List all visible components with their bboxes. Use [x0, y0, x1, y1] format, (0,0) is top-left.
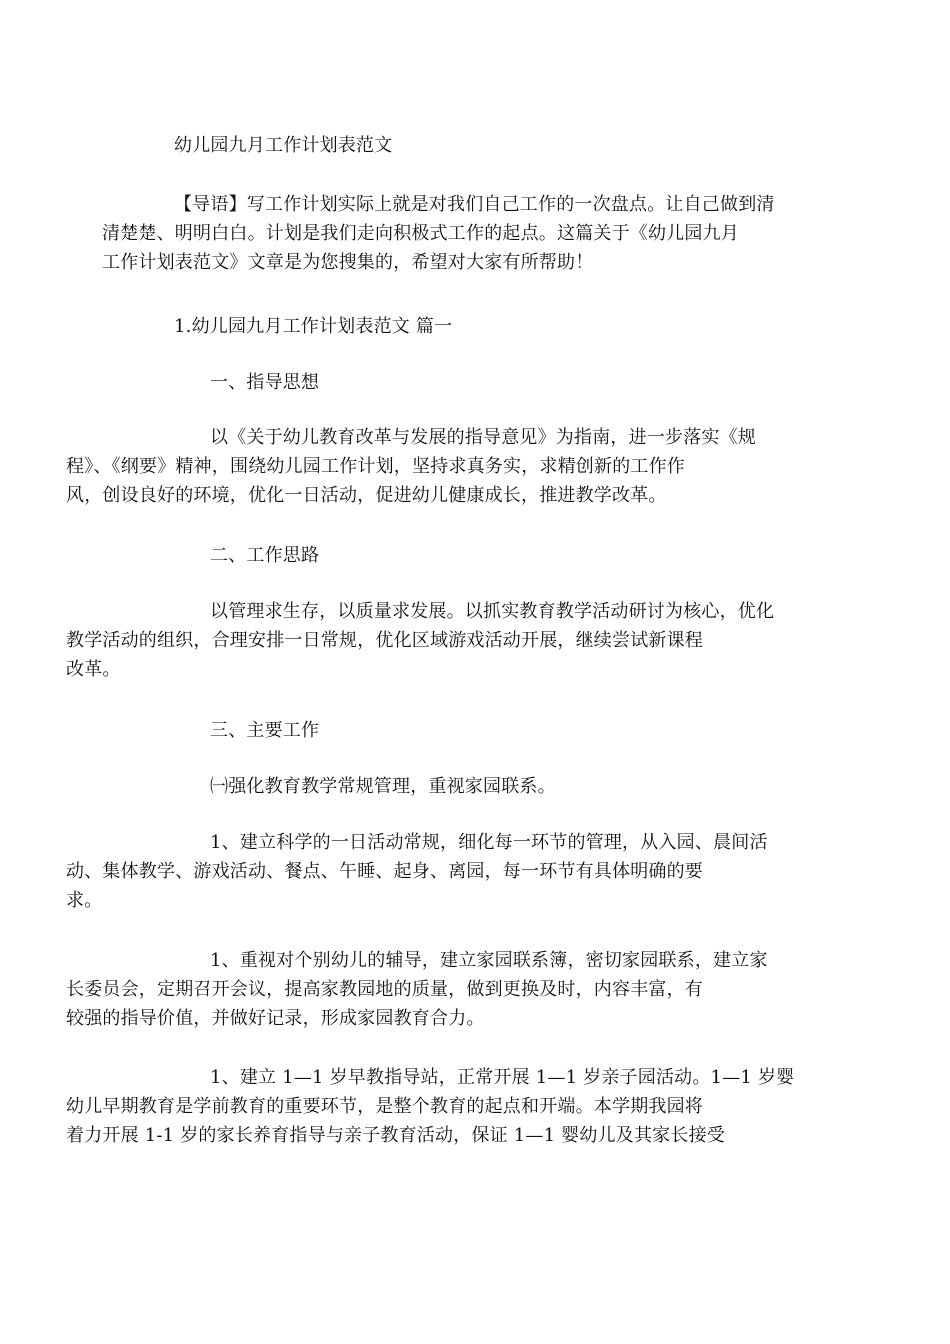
- paragraph-3-line-1: 1、建立科学的一日活动常规，细化每一环节的管理，从入园、晨间活: [210, 832, 768, 853]
- subheading-routine-management: [138, 772, 812, 801]
- subheading-routine-management-text: ㈠强化教育教学常规管理，重视家园联系。: [210, 776, 556, 797]
- document-title-text: 幼儿园九月工作计划表范文: [174, 135, 393, 156]
- intro-line-3: 工作计划表范文》文章是为您搜集的，希望对大家有所帮助！: [102, 252, 594, 273]
- document-title: [138, 131, 812, 160]
- paragraph-1-line-2: 程》、《纲要》精神，围绕幼儿园工作计划，坚持求真务实，求精创新的工作作: [66, 456, 685, 477]
- heading-guiding-thought-text: 一、指导思想: [210, 372, 320, 393]
- heading-main-work-text: 三、主要工作: [210, 720, 320, 741]
- section-title-text: 1.幼儿园九月工作计划表范文 篇一: [174, 316, 453, 337]
- paragraph-1-line-3: 风，创设良好的环境，优化一日活动，促进幼儿健康成长，推进教学改革。: [66, 485, 667, 506]
- heading-guiding-thought: [138, 368, 812, 397]
- paragraph-3-line-3: 求。: [66, 890, 103, 911]
- paragraph-3-line-2: 动、集体教学、游戏活动、餐点、午睡、起身、离园，每一环节有具体明确的要: [66, 861, 703, 882]
- heading-main-work: [138, 716, 812, 745]
- section-title: [138, 312, 812, 341]
- paragraph-4-line-2: 长委员会，定期召开会议，提高家教园地的质量，做到更换及时，内容丰富，有: [66, 979, 703, 1000]
- heading-work-approach-text: 二、工作思路: [210, 545, 320, 566]
- intro-line-1: 【导语】写工作计划实际上就是对我们自己工作的一次盘点。让自己做到清: [174, 194, 775, 215]
- paragraph-home-school-contact: [66, 946, 812, 1033]
- paragraph-2-line-2: 教学活动的组织，合理安排一日常规，优化区域游戏活动开展，继续尝试新课程: [66, 630, 703, 651]
- paragraph-early-education: [66, 1063, 812, 1150]
- paragraph-5-line-3: 着力开展 1-1 岁的家长养育指导与亲子教育活动，保证 1—1 婴幼儿及其家长接受: [66, 1125, 725, 1146]
- heading-work-approach: [138, 541, 812, 570]
- intro-line-2: 清楚楚、明明白白。计划是我们走向积极式工作的起点。这篇关于《幼儿园九月: [102, 223, 739, 244]
- paragraph-work-approach: [66, 597, 812, 684]
- paragraph-1-line-1: 以《关于幼儿教育改革与发展的指导意见》为指南，进一步落实《规: [210, 427, 756, 448]
- paragraph-daily-routine: [66, 828, 812, 915]
- paragraph-4-line-3: 较强的指导价值，并做好记录，形成家园教育合力。: [66, 1008, 485, 1029]
- paragraph-5-line-1: 1、建立 1—1 岁早教指导站，正常开展 1—1 岁亲子园活动。1—1 岁婴: [210, 1067, 795, 1088]
- paragraph-5-line-2: 幼儿早期教育是学前教育的重要环节，是整个教育的起点和开端。本学期我园将: [66, 1096, 703, 1117]
- paragraph-2-line-3: 改革。: [66, 659, 121, 680]
- intro-paragraph: [102, 190, 812, 277]
- paragraph-4-line-1: 1、重视对个别幼儿的辅导，建立家园联系簿，密切家园联系，建立家: [210, 950, 768, 971]
- paragraph-2-line-1: 以管理求生存，以质量求发展。以抓实教育教学活动研讨为核心，优化: [210, 601, 775, 622]
- paragraph-guiding-thought: [66, 423, 812, 510]
